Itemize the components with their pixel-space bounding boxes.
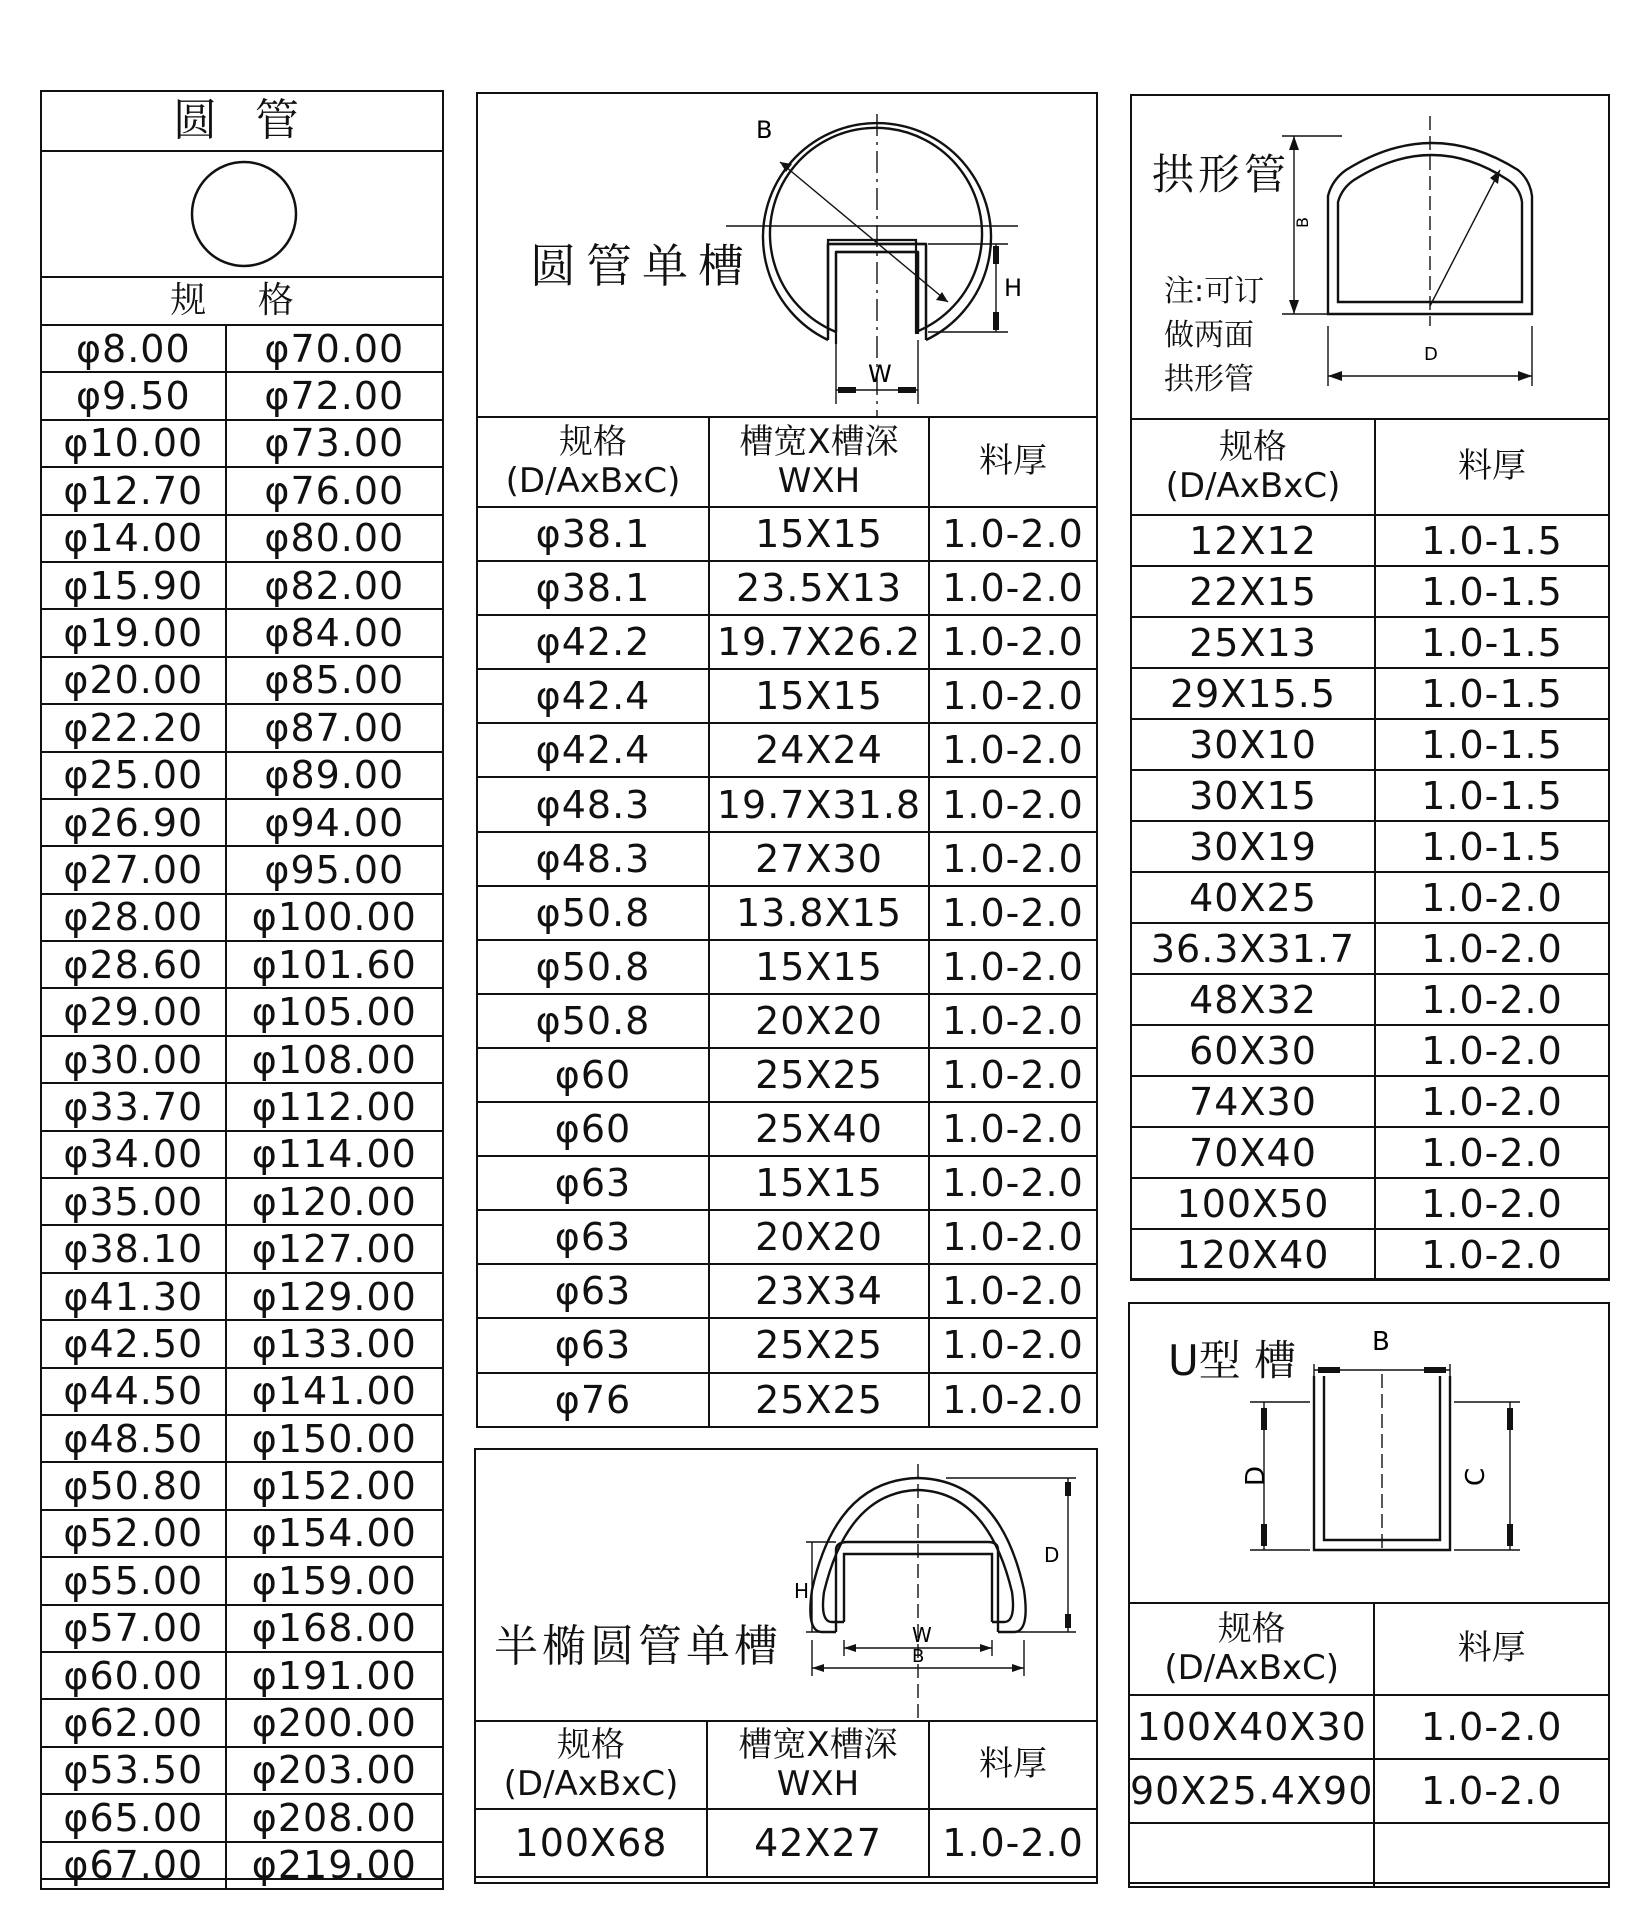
- single-groove-col-groove: 槽宽X槽深 WXH: [709, 417, 929, 507]
- round-tube-row-cell: φ60.00: [41, 1652, 226, 1699]
- single-groove-row-cell: φ48.3: [477, 777, 709, 831]
- u-channel-label-c: C: [1461, 1467, 1491, 1486]
- u-channel-panel: [1128, 1302, 1610, 1884]
- round-tube-row: [41, 1036, 443, 1083]
- single-groove-row: [477, 994, 1097, 1048]
- round-tube-row-cell: φ62.00: [41, 1699, 226, 1746]
- arch-tube-table: [1130, 418, 1610, 1281]
- round-tube-row-cell: φ10.00: [41, 420, 226, 467]
- u-channel-title: U型 槽: [1168, 1336, 1297, 1385]
- round-tube-row-cell: φ133.00: [226, 1320, 443, 1367]
- single-groove-row-cell: φ38.1: [477, 561, 709, 615]
- round-tube-row-cell: φ100.00: [226, 894, 443, 941]
- round-tube-row-cell: φ30.00: [41, 1036, 226, 1083]
- single-groove-diagram: [478, 94, 1100, 416]
- round-tube-row-cell: φ29.00: [41, 988, 226, 1035]
- half-ellipse-label-d: D: [1044, 1543, 1060, 1567]
- single-groove-row-cell: φ48.3: [477, 832, 709, 886]
- arch-tube-row-cell: 30X15: [1131, 770, 1375, 821]
- round-tube-row-cell: φ127.00: [226, 1225, 443, 1272]
- single-groove-row-cell: 1.0-2.0: [929, 507, 1097, 561]
- single-groove-row-cell: 20X20: [709, 1210, 929, 1264]
- round-tube-row-cell: φ154.00: [226, 1510, 443, 1557]
- single-groove-row-cell: 15X15: [709, 940, 929, 994]
- round-tube-row-cell: φ15.90: [41, 562, 226, 609]
- single-groove-row-cell: 25X40: [709, 1102, 929, 1156]
- round-tube-row-cell: φ34.00: [41, 1131, 226, 1178]
- round-tube-row-cell: φ101.60: [226, 941, 443, 988]
- arch-tube-diagram-area: [1132, 96, 1608, 420]
- round-tube-spec-header: 规 格: [42, 278, 442, 326]
- round-tube-row-cell: φ85.00: [226, 657, 443, 704]
- round-tube-row: [41, 1178, 443, 1225]
- single-groove-table: [476, 416, 1098, 1428]
- single-groove-row: [477, 940, 1097, 994]
- arch-tube-row-cell: 100X50: [1131, 1178, 1375, 1229]
- round-tube-row-cell: φ72.00: [226, 372, 443, 419]
- round-tube-row-cell: φ200.00: [226, 1699, 443, 1746]
- round-tube-row-cell: φ84.00: [226, 609, 443, 656]
- round-tube-row: [41, 1131, 443, 1178]
- u-channel-label-d: D: [1241, 1465, 1271, 1486]
- single-groove-row-cell: 19.7X26.2: [709, 615, 929, 669]
- round-tube-row: [41, 704, 443, 751]
- round-tube-row: [41, 799, 443, 846]
- single-groove-row-cell: φ63: [477, 1210, 709, 1264]
- half-ellipse-panel: [474, 1448, 1098, 1884]
- arch-tube-row: [1131, 872, 1609, 923]
- round-tube-row: [41, 1368, 443, 1415]
- round-tube-row: [41, 372, 443, 419]
- arch-tube-row: [1131, 668, 1609, 719]
- single-groove-row-cell: 19.7X31.8: [709, 777, 929, 831]
- u-channel-row-cell: 100X40X30: [1129, 1695, 1374, 1759]
- round-tube-row-cell: φ12.70: [41, 467, 226, 514]
- single-groove-row-cell: 27X30: [709, 832, 929, 886]
- round-tube-row: [41, 562, 443, 609]
- arch-tube-row-cell: 74X30: [1131, 1076, 1375, 1127]
- arch-tube-row-cell: 30X10: [1131, 719, 1375, 770]
- arch-tube-row-cell: 25X13: [1131, 617, 1375, 668]
- single-groove-row-cell: 1.0-2.0: [929, 994, 1097, 1048]
- single-groove-row-cell: 1.0-2.0: [929, 669, 1097, 723]
- arch-tube-row: [1131, 1025, 1609, 1076]
- arch-tube-row-cell: 1.0-2.0: [1375, 1076, 1609, 1127]
- u-channel-row-cell: 1.0-2.0: [1374, 1695, 1609, 1759]
- single-groove-row-cell: 23X34: [709, 1264, 929, 1318]
- round-tube-row-cell: φ80.00: [226, 515, 443, 562]
- arch-tube-title: 拱形管: [1152, 150, 1291, 199]
- single-groove-row-cell: 15X15: [709, 1156, 929, 1210]
- single-groove-row-cell: φ63: [477, 1156, 709, 1210]
- arch-tube-row: [1131, 1229, 1609, 1280]
- round-tube-row: [41, 752, 443, 799]
- u-channel-row-cell: [1129, 1823, 1374, 1887]
- round-tube-row-cell: φ94.00: [226, 799, 443, 846]
- single-groove-row: [477, 1048, 1097, 1102]
- half-ellipse-label-b: B: [912, 1646, 925, 1667]
- half-ellipse-row-cell: 1.0-2.0: [929, 1809, 1097, 1877]
- round-tube-row: [41, 941, 443, 988]
- single-groove-title: 圆管单槽: [530, 239, 754, 293]
- arch-tube-label-b: B: [1293, 217, 1312, 228]
- round-tube-row-cell: φ9.50: [41, 372, 226, 419]
- single-groove-row-cell: φ50.8: [477, 940, 709, 994]
- round-tube-row-cell: φ20.00: [41, 657, 226, 704]
- round-tube-row-cell: φ22.20: [41, 704, 226, 751]
- round-tube-row-cell: φ70.00: [226, 325, 443, 372]
- single-groove-row: [477, 1318, 1097, 1372]
- arch-tube-row-cell: 1.0-2.0: [1375, 923, 1609, 974]
- round-tube-row: [41, 1225, 443, 1272]
- arch-tube-row-cell: 60X30: [1131, 1025, 1375, 1076]
- arch-tube-row: [1131, 1178, 1609, 1229]
- round-tube-row-cell: φ44.50: [41, 1368, 226, 1415]
- single-groove-row-cell: φ38.1: [477, 507, 709, 561]
- single-groove-row-cell: φ60: [477, 1048, 709, 1102]
- single-groove-row-cell: 1.0-2.0: [929, 832, 1097, 886]
- single-groove-col-thickness: 料厚: [929, 417, 1097, 507]
- round-tube-row-cell: φ8.00: [41, 325, 226, 372]
- arch-tube-row-cell: 1.0-1.5: [1375, 821, 1609, 872]
- round-tube-row: [41, 325, 443, 372]
- round-tube-row-cell: φ87.00: [226, 704, 443, 751]
- round-tube-table: [40, 324, 444, 1890]
- round-tube-row-cell: φ25.00: [41, 752, 226, 799]
- round-tube-row: [41, 515, 443, 562]
- half-ellipse-label-w: W: [912, 1623, 932, 1647]
- single-groove-row-cell: 1.0-2.0: [929, 561, 1097, 615]
- round-tube-row-cell: φ28.00: [41, 894, 226, 941]
- arch-tube-row-cell: 29X15.5: [1131, 668, 1375, 719]
- round-tube-row: [41, 1652, 443, 1699]
- round-tube-row-cell: φ55.00: [41, 1557, 226, 1604]
- single-groove-row-cell: 23.5X13: [709, 561, 929, 615]
- round-tube-title: 圆 管: [42, 92, 442, 152]
- round-tube-row-cell: φ150.00: [226, 1415, 443, 1462]
- single-groove-row: [477, 669, 1097, 723]
- u-channel-table: [1128, 1602, 1610, 1888]
- arch-tube-row: [1131, 923, 1609, 974]
- arch-tube-row-cell: 1.0-1.5: [1375, 515, 1609, 566]
- arch-tube-note-1: 注:可订: [1164, 274, 1265, 309]
- arch-tube-note-3: 拱形管: [1164, 362, 1254, 397]
- u-channel-row: [1129, 1823, 1609, 1887]
- single-groove-row: [477, 777, 1097, 831]
- round-tube-row: [41, 657, 443, 704]
- arch-tube-row-cell: 1.0-2.0: [1375, 872, 1609, 923]
- arch-tube-row-cell: 1.0-1.5: [1375, 617, 1609, 668]
- single-groove-row: [477, 561, 1097, 615]
- arch-tube-row-cell: 1.0-2.0: [1375, 1127, 1609, 1178]
- round-tube-row-cell: φ26.90: [41, 799, 226, 846]
- single-groove-row: [477, 1373, 1097, 1427]
- arch-tube-col-thickness: 料厚: [1375, 419, 1609, 515]
- single-groove-row-cell: 1.0-2.0: [929, 940, 1097, 994]
- round-tube-row-cell: φ35.00: [41, 1178, 226, 1225]
- single-groove-label-b: B: [756, 116, 773, 144]
- single-groove-label-w: W: [868, 360, 892, 388]
- u-channel-diagram-area: [1130, 1304, 1608, 1604]
- arch-tube-row-cell: 1.0-1.5: [1375, 566, 1609, 617]
- arch-tube-row-cell: 1.0-1.5: [1375, 668, 1609, 719]
- half-ellipse-col-groove: 槽宽X槽深 WXH: [707, 1721, 929, 1809]
- arch-tube-row-cell: 22X15: [1131, 566, 1375, 617]
- arch-tube-row-cell: 70X40: [1131, 1127, 1375, 1178]
- half-ellipse-row-cell: 100X68: [475, 1809, 707, 1877]
- single-groove-row-cell: 25X25: [709, 1318, 929, 1372]
- round-tube-row: [41, 609, 443, 656]
- round-tube-row: [41, 1415, 443, 1462]
- round-tube-row-cell: φ19.00: [41, 609, 226, 656]
- round-tube-row-cell: φ28.60: [41, 941, 226, 988]
- arch-tube-note-2: 做两面: [1164, 318, 1254, 353]
- single-groove-diagram-area: [478, 94, 1096, 418]
- single-groove-row-cell: 1.0-2.0: [929, 886, 1097, 940]
- arch-tube-col-spec: 规格 (D/AxBxC): [1131, 419, 1375, 515]
- round-tube-row-cell: φ33.70: [41, 1083, 226, 1130]
- half-ellipse-label-h: H: [794, 1579, 810, 1603]
- arch-tube-row: [1131, 821, 1609, 872]
- u-channel-col-thickness: 料厚: [1374, 1603, 1609, 1695]
- round-tube-row-cell: φ82.00: [226, 562, 443, 609]
- u-channel-row: [1129, 1759, 1609, 1823]
- round-tube-row-cell: φ208.00: [226, 1794, 443, 1841]
- single-groove-row-cell: 15X15: [709, 669, 929, 723]
- round-tube-row: [41, 1557, 443, 1604]
- round-tube-row-cell: φ112.00: [226, 1083, 443, 1130]
- single-groove-row-cell: 1.0-2.0: [929, 1102, 1097, 1156]
- single-groove-row-cell: 1.0-2.0: [929, 1210, 1097, 1264]
- single-groove-row-cell: 1.0-2.0: [929, 1048, 1097, 1102]
- round-tube-row-cell: φ105.00: [226, 988, 443, 1035]
- u-channel-row: [1129, 1695, 1609, 1759]
- single-groove-row-cell: φ76: [477, 1373, 709, 1427]
- u-channel-col-spec: 规格 (D/AxBxC): [1129, 1603, 1374, 1695]
- single-groove-row: [477, 1156, 1097, 1210]
- round-tube-row-cell: φ27.00: [41, 846, 226, 893]
- arch-tube-row: [1131, 974, 1609, 1025]
- round-tube-row-cell: φ53.50: [41, 1747, 226, 1794]
- round-tube-row: [41, 988, 443, 1035]
- single-groove-row-cell: φ42.4: [477, 723, 709, 777]
- arch-tube-row-cell: 1.0-2.0: [1375, 974, 1609, 1025]
- single-groove-row-cell: φ63: [477, 1264, 709, 1318]
- round-tube-row-cell: φ89.00: [226, 752, 443, 799]
- round-tube-row: [41, 1842, 443, 1889]
- single-groove-row: [477, 1210, 1097, 1264]
- round-tube-row: [41, 894, 443, 941]
- single-groove-row-cell: φ60: [477, 1102, 709, 1156]
- single-groove-row-cell: 25X25: [709, 1048, 929, 1102]
- round-tube-row-cell: φ219.00: [226, 1842, 443, 1889]
- round-tube-row: [41, 1320, 443, 1367]
- half-ellipse-title: 半椭圆管单槽: [494, 1621, 782, 1672]
- single-groove-row-cell: 13.8X15: [709, 886, 929, 940]
- half-ellipse-table: [474, 1720, 1098, 1878]
- round-tube-row: [41, 1510, 443, 1557]
- round-tube-row-cell: φ76.00: [226, 467, 443, 514]
- arch-tube-row-cell: 1.0-2.0: [1375, 1025, 1609, 1076]
- single-groove-row: [477, 1102, 1097, 1156]
- arch-tube-row: [1131, 770, 1609, 821]
- single-groove-row-cell: 1.0-2.0: [929, 615, 1097, 669]
- arch-tube-row-cell: 30X19: [1131, 821, 1375, 872]
- round-tube-row-cell: φ57.00: [41, 1605, 226, 1652]
- arch-tube-row-cell: 40X25: [1131, 872, 1375, 923]
- single-groove-row: [477, 615, 1097, 669]
- circle-shape-icon: [42, 152, 442, 276]
- round-tube-row-cell: φ120.00: [226, 1178, 443, 1225]
- arch-tube-row-cell: 1.0-2.0: [1375, 1178, 1609, 1229]
- round-tube-row-cell: φ14.00: [41, 515, 226, 562]
- round-tube-row: [41, 1462, 443, 1509]
- single-groove-row-cell: 1.0-2.0: [929, 1264, 1097, 1318]
- round-tube-row: [41, 1083, 443, 1130]
- round-tube-row: [41, 420, 443, 467]
- round-tube-row-cell: φ203.00: [226, 1747, 443, 1794]
- round-tube-row-cell: φ168.00: [226, 1605, 443, 1652]
- arch-tube-row-cell: 48X32: [1131, 974, 1375, 1025]
- round-tube-row-cell: φ108.00: [226, 1036, 443, 1083]
- round-tube-panel: [40, 90, 444, 1888]
- single-groove-row: [477, 832, 1097, 886]
- round-tube-row-cell: φ38.10: [41, 1225, 226, 1272]
- arch-tube-row: [1131, 1127, 1609, 1178]
- arch-tube-panel: [1130, 94, 1610, 1280]
- round-tube-row-cell: φ95.00: [226, 846, 443, 893]
- arch-tube-row: [1131, 719, 1609, 770]
- single-groove-row-cell: φ42.2: [477, 615, 709, 669]
- single-groove-row: [477, 1264, 1097, 1318]
- single-groove-label-h: H: [1004, 274, 1023, 302]
- round-tube-row-cell: φ129.00: [226, 1273, 443, 1320]
- arch-tube-row-cell: 1.0-2.0: [1375, 1229, 1609, 1280]
- half-ellipse-row-cell: 42X27: [707, 1809, 929, 1877]
- round-tube-row: [41, 1605, 443, 1652]
- single-groove-row-cell: 24X24: [709, 723, 929, 777]
- round-tube-row-cell: φ41.30: [41, 1273, 226, 1320]
- half-ellipse-col-thickness: 料厚: [929, 1721, 1097, 1809]
- single-groove-row-cell: φ50.8: [477, 994, 709, 1048]
- single-groove-row-cell: 1.0-2.0: [929, 777, 1097, 831]
- half-ellipse-row: [475, 1809, 1097, 1877]
- single-groove-row-cell: φ50.8: [477, 886, 709, 940]
- u-channel-row-cell: [1374, 1823, 1609, 1887]
- round-tube-row-cell: φ191.00: [226, 1652, 443, 1699]
- single-groove-row-cell: φ63: [477, 1318, 709, 1372]
- half-ellipse-diagram-area: [476, 1450, 1096, 1722]
- arch-tube-row: [1131, 1076, 1609, 1127]
- round-tube-row-cell: φ73.00: [226, 420, 443, 467]
- round-tube-row: [41, 1794, 443, 1841]
- round-tube-row-cell: φ52.00: [41, 1510, 226, 1557]
- arch-tube-row: [1131, 515, 1609, 566]
- single-groove-row-cell: φ42.4: [477, 669, 709, 723]
- round-tube-circle-diagram: [42, 152, 442, 278]
- round-tube-row-cell: φ50.80: [41, 1462, 226, 1509]
- arch-tube-row: [1131, 566, 1609, 617]
- single-groove-row: [477, 886, 1097, 940]
- single-groove-row: [477, 723, 1097, 777]
- arch-tube-diagram: [1132, 96, 1612, 418]
- single-groove-col-spec: 规格 (D/AxBxC): [477, 417, 709, 507]
- u-channel-label-b: B: [1372, 1327, 1390, 1357]
- arch-tube-row-cell: 1.0-1.5: [1375, 719, 1609, 770]
- arch-tube-row-cell: 120X40: [1131, 1229, 1375, 1280]
- arch-tube-row-cell: 1.0-1.5: [1375, 770, 1609, 821]
- u-channel-row-cell: 90X25.4X90: [1129, 1759, 1374, 1823]
- arch-tube-row-cell: 36.3X31.7: [1131, 923, 1375, 974]
- round-tube-row: [41, 467, 443, 514]
- round-tube-row-cell: φ114.00: [226, 1131, 443, 1178]
- arch-tube-row: [1131, 617, 1609, 668]
- single-groove-row-cell: 20X20: [709, 994, 929, 1048]
- single-groove-row: [477, 507, 1097, 561]
- half-ellipse-diagram: [476, 1450, 1100, 1720]
- half-ellipse-col-spec: 规格 (D/AxBxC): [475, 1721, 707, 1809]
- single-groove-panel: [476, 92, 1098, 1428]
- round-tube-row: [41, 846, 443, 893]
- round-tube-row-cell: φ141.00: [226, 1368, 443, 1415]
- single-groove-row-cell: 1.0-2.0: [929, 1318, 1097, 1372]
- u-channel-row-cell: 1.0-2.0: [1374, 1759, 1609, 1823]
- single-groove-row-cell: 1.0-2.0: [929, 1156, 1097, 1210]
- round-tube-row-cell: φ159.00: [226, 1557, 443, 1604]
- single-groove-row-cell: 25X25: [709, 1373, 929, 1427]
- round-tube-row: [41, 1699, 443, 1746]
- round-tube-row-cell: φ67.00: [41, 1842, 226, 1889]
- arch-tube-row-cell: 12X12: [1131, 515, 1375, 566]
- round-tube-row: [41, 1273, 443, 1320]
- round-tube-row-cell: φ152.00: [226, 1462, 443, 1509]
- single-groove-row-cell: 1.0-2.0: [929, 1373, 1097, 1427]
- single-groove-row-cell: 15X15: [709, 507, 929, 561]
- round-tube-row-cell: φ48.50: [41, 1415, 226, 1462]
- round-tube-row-cell: φ42.50: [41, 1320, 226, 1367]
- single-groove-row-cell: 1.0-2.0: [929, 723, 1097, 777]
- round-tube-row-cell: φ65.00: [41, 1794, 226, 1841]
- round-tube-row: [41, 1747, 443, 1794]
- arch-tube-label-d: D: [1424, 344, 1438, 365]
- u-channel-diagram: [1130, 1304, 1612, 1602]
